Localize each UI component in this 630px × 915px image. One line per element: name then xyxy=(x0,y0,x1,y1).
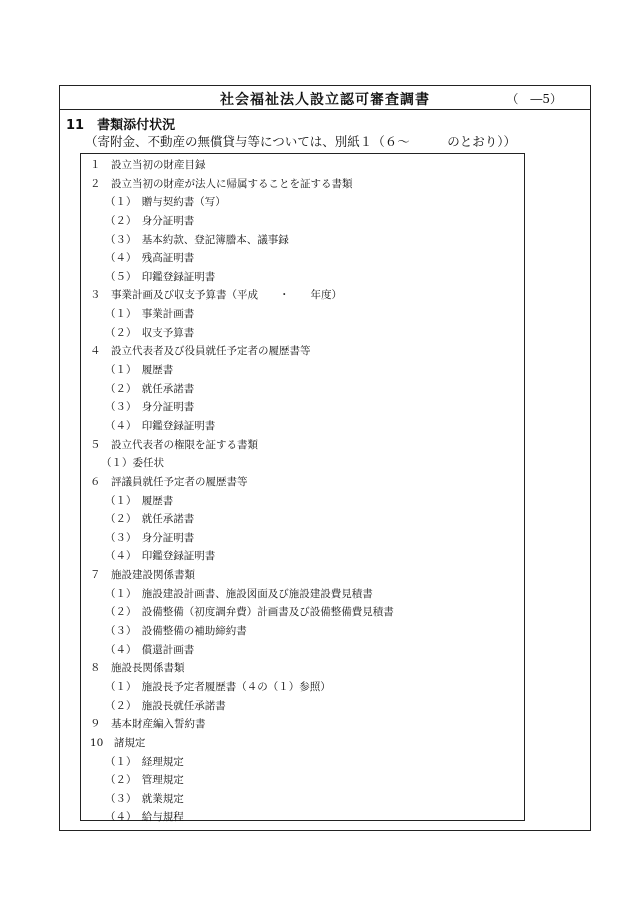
list-item: ４ 設立代表者及び役員就任予定者の履歴書等 xyxy=(90,345,311,358)
sub-list-item: （４） 印鑑登録証明書 xyxy=(105,419,216,432)
sub-list-item: （２） 就任承諾書 xyxy=(105,513,195,526)
sub-list-item: （２） 収支予算書 xyxy=(105,326,195,339)
sub-list-item: （１）委任状 xyxy=(101,457,164,470)
section-note: （寄附金、不動産の無償貸与等については、別紙１（６～ のとおり）） xyxy=(85,134,517,149)
list-item: 10 諸規定 xyxy=(90,736,146,749)
list-item: ９ 基本財産編入誓約書 xyxy=(90,718,206,731)
sub-list-item: （１） 経理規定 xyxy=(105,755,184,768)
title-row xyxy=(60,86,590,110)
list-item: ５ 設立代表者の権限を証する書類 xyxy=(90,438,258,451)
sub-list-item: （４） 給与規程 xyxy=(105,811,184,824)
sub-list-item: （３） 身分証明書 xyxy=(105,531,195,544)
form-frame xyxy=(59,85,591,831)
sub-list-item: （１） 贈与契約書（写） xyxy=(105,196,226,209)
sub-list-item: （３） 設備整備の補助締約書 xyxy=(105,625,247,638)
sub-list-item: （２） 就任承諾書 xyxy=(105,382,195,395)
list-item: ３ 事業計画及び収支予算書（平成 ・ 年度） xyxy=(90,289,342,302)
list-item: ２ 設立当初の財産が法人に帰属することを証する書類 xyxy=(90,177,353,190)
sub-list-item: （４） 残高証明書 xyxy=(105,252,195,265)
sub-list-item: （１） 事業計画書 xyxy=(105,308,195,321)
sub-list-item: （３） 基本約款、登記簿謄本、議事録 xyxy=(105,233,289,246)
sub-list-item: （２） 設備整備（初度調弁費）計画書及び設備整備費見積書 xyxy=(105,606,394,619)
sub-list-item: （２） 施設長就任承諾書 xyxy=(105,699,226,712)
sub-list-item: （４） 償還計画書 xyxy=(105,643,195,656)
sub-list-item: （１） 履歴書 xyxy=(105,364,174,377)
section-heading: 11 書類添付状況 xyxy=(66,118,176,133)
sub-list-item: （４） 印鑑登録証明書 xyxy=(105,550,216,563)
list-item: ６ 評議員就任予定者の履歴書等 xyxy=(90,475,248,488)
list-item: ８ 施設長関係書類 xyxy=(90,662,185,675)
form-title: 社会福祉法人設立認可審査調書 xyxy=(220,92,430,108)
sub-list-item: （３） 就業規定 xyxy=(105,792,184,805)
sub-list-item: （１） 履歴書 xyxy=(105,494,174,507)
document-list xyxy=(81,156,524,827)
sub-list-item: （３） 身分証明書 xyxy=(105,401,195,414)
list-item: １ 設立当初の財産目録 xyxy=(90,159,206,171)
sub-list-item: （５） 印鑑登録証明書 xyxy=(105,270,216,283)
document-list-box xyxy=(80,153,525,824)
sub-list-item: （１） 施設建設計画書、施設図面及び施設建設費見積書 xyxy=(105,587,373,600)
sub-list-item: （２） 管理規定 xyxy=(105,774,184,787)
sub-list-item: （２） 身分証明書 xyxy=(105,214,195,227)
list-item: ７ 施設建設関係書類 xyxy=(90,569,195,582)
sub-list-item: （１） 施設長予定者履歴書（４の（１）参照） xyxy=(105,680,331,693)
page-number: （ ―5） xyxy=(506,92,562,106)
